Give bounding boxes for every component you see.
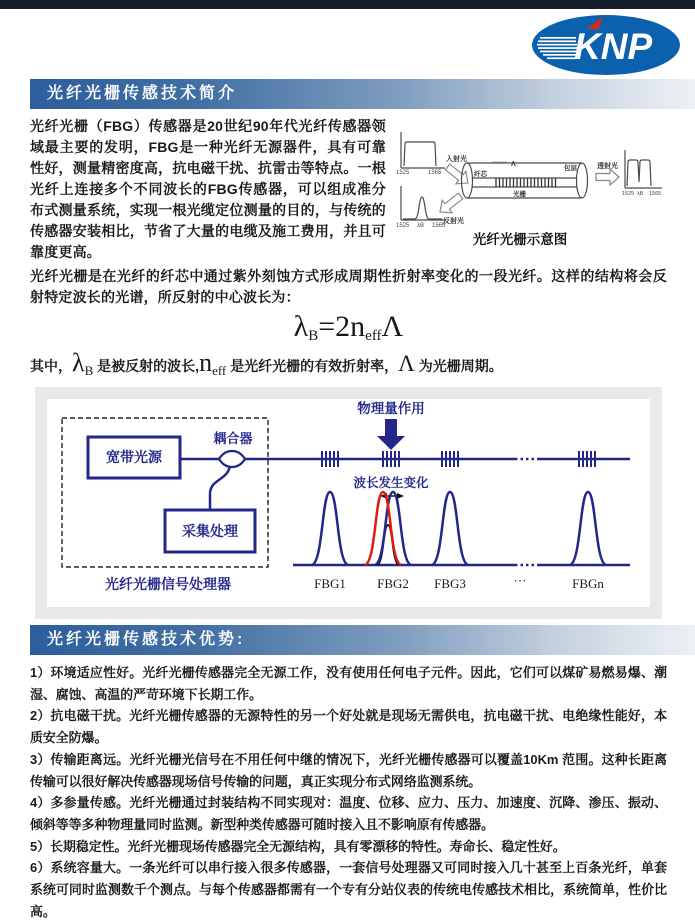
system-diagram-inner <box>47 399 650 607</box>
advantages-list <box>0 662 695 922</box>
formula-big-lambda: Λ <box>381 310 404 343</box>
formula-lambda: λ <box>293 310 309 343</box>
advantage-item-3: 3）传输距离远。光纤光栅光信号在不用任何中继的情况下，光纤光栅传感器可以覆盖10Km 范围。这种长距离传输可以很好解决传感器现场信号传输的问题，真正实现分布式网络监测系统。 <box>30 751 667 789</box>
fbg3-label: FBG3 <box>434 576 466 591</box>
fbg2-label: FBG2 <box>377 576 409 591</box>
axis-tick: 1525 <box>396 223 410 229</box>
reflected-light-label: 反射光 <box>443 218 464 225</box>
grating-period-label: Λ <box>511 161 516 168</box>
legend-sub-eff: eff <box>212 362 227 378</box>
coupler-daq-link <box>210 466 230 510</box>
fbg-ellipsis: ··· <box>513 573 527 588</box>
reflected-spectrum-plot <box>401 186 446 220</box>
schematic-caption: 光纤光栅示意图 <box>472 232 568 247</box>
fbg-schematic-svg <box>388 120 693 260</box>
fbgn-label: FBGn <box>572 576 604 591</box>
legend-mid1: 是被反射的波长, <box>97 358 200 374</box>
daq-label: 采集处理 <box>182 523 238 539</box>
legend-mid2: 是光纤光栅的有效折射率， <box>230 358 399 374</box>
legend-suffix: 为光栅周期。 <box>418 358 503 374</box>
advantages-section-title: 光纤光栅传感技术优势: <box>47 631 246 648</box>
physical-quantity-label: 物理量作用 <box>357 401 425 416</box>
coupler-label: 耦合器 <box>213 431 253 446</box>
fbg-schematic-figure <box>388 120 693 260</box>
transmitted-arrow-icon <box>596 169 619 185</box>
top-dark-bar <box>0 0 695 9</box>
axis-tick: λB <box>637 191 644 197</box>
axis-tick: 1525 <box>396 170 410 176</box>
fiber-cladding-label: 包层 <box>564 165 577 172</box>
wavelength-shift-label: 波长发生变化 <box>353 476 429 490</box>
processor-label: 光纤光栅信号处理器 <box>105 576 231 592</box>
legend-sub-b: B <box>84 362 94 378</box>
formula-sub-b: B <box>308 328 319 345</box>
grating-bars <box>496 178 556 187</box>
incident-light-label: 入射光 <box>446 156 467 163</box>
logo-text: KNP <box>574 26 653 67</box>
axis-tick: λB <box>417 223 425 229</box>
formula-sub-eff: eff <box>365 328 382 345</box>
axis-tick: 1565 <box>428 170 442 176</box>
axis-tick: 1525 <box>622 191 635 197</box>
advantage-item-5: 5）长期稳定性。光纤光栅现场传感器完全无源结构，具有零漂移的特性。寿命长、稳定性好。 <box>30 838 566 854</box>
transmitted-light-label: 透射光 <box>597 163 618 170</box>
knp-logo <box>530 13 682 77</box>
formula-legend <box>30 348 667 382</box>
advantage-item-4: 4）多参量传感。光纤光栅通过封装结构不同实现对：温度、位移、应力、压力、加速度、沉降、渗压、振动、倾斜等等多种物理量同时监测。新型种类传感器可随时接入且不影响原有传感器。 <box>30 795 667 832</box>
fiber-core-label: 纤芯 <box>474 171 487 178</box>
legend-lambda: λ <box>72 348 85 377</box>
system-diagram-box <box>35 387 662 619</box>
fbg-peaks <box>312 492 606 565</box>
intro-section-header <box>30 79 695 109</box>
legend-prefix: 其中， <box>30 358 72 374</box>
fbg2-shifted-peak <box>365 492 401 565</box>
intro-section-title: 光纤光栅传感技术简介 <box>47 85 238 102</box>
legend-big-lambda: Λ <box>398 351 415 376</box>
fiber-grating-label: 光栅 <box>513 191 526 198</box>
advantages-section-header <box>30 625 695 655</box>
transmitted-spectrum-plot <box>625 150 662 188</box>
advantage-item-2: 2）抗电磁干扰。光纤光栅传感器的无源特性的另一个好处就是现场无需供电，抗电磁干扰、电绝缘性能好，本质安全防爆。 <box>30 708 667 746</box>
legend-n: n <box>199 348 213 377</box>
incident-arrow-icon <box>445 164 468 184</box>
down-arrow-icon <box>377 419 405 450</box>
logo-row <box>0 9 695 79</box>
bragg-formula <box>30 310 667 346</box>
intro-paragraph-1: 光纤光栅（FBG）传感器是20世纪90年代光纤传感器领域最主要的发明，FBG是一种光纤无源器件，具有可靠性好，测量精密度高，抗电磁干扰、抗雷击等特点。一根光纤上连接多个不同波长的FBG传感器，可以组成准分布式测量系统，实现一根光缆定位测量的目的，与传统的传感器安装相比，节省了大量的电缆及施工费用，并且可靠度更高。 <box>30 118 386 260</box>
axis-tick: 1565 <box>649 191 662 197</box>
reflected-arrow-icon <box>440 193 463 213</box>
system-diagram-svg <box>47 399 650 602</box>
advantage-item-6: 6）系统容量大。一条光纤可以串行接入很多传感器，一套信号处理器又可同时接入几十甚至上百条光纤，单套系统可同时监测数千个测点。与每个传感器都需有一个专有分站仪表的传统电传感技术相比，系统简单，性价比高。 <box>30 860 667 919</box>
input-spectrum-plot <box>401 132 445 168</box>
coupler-shape <box>219 451 245 467</box>
advantage-item-1: 1）环境适应性好。光纤光栅传感器完全无源工作，没有使用任何电子元件。因此，它们可以煤矿易燃易爆、潮湿、腐蚀、高温的严苛环境下长期工作。 <box>30 665 667 702</box>
light-source-label: 宽带光源 <box>106 449 162 465</box>
formula-mid: =2n <box>318 310 366 343</box>
axis-tick: 1565 <box>432 223 446 229</box>
intro-paragraph-2: 光纤光栅是在光纤的纤芯中通过紫外刻蚀方式形成周期性折射率变化的一段光纤。这样的结构将会反射特定波长的光谱，所反射的中心波长为： <box>30 268 667 305</box>
fbg1-label: FBG1 <box>314 576 346 591</box>
